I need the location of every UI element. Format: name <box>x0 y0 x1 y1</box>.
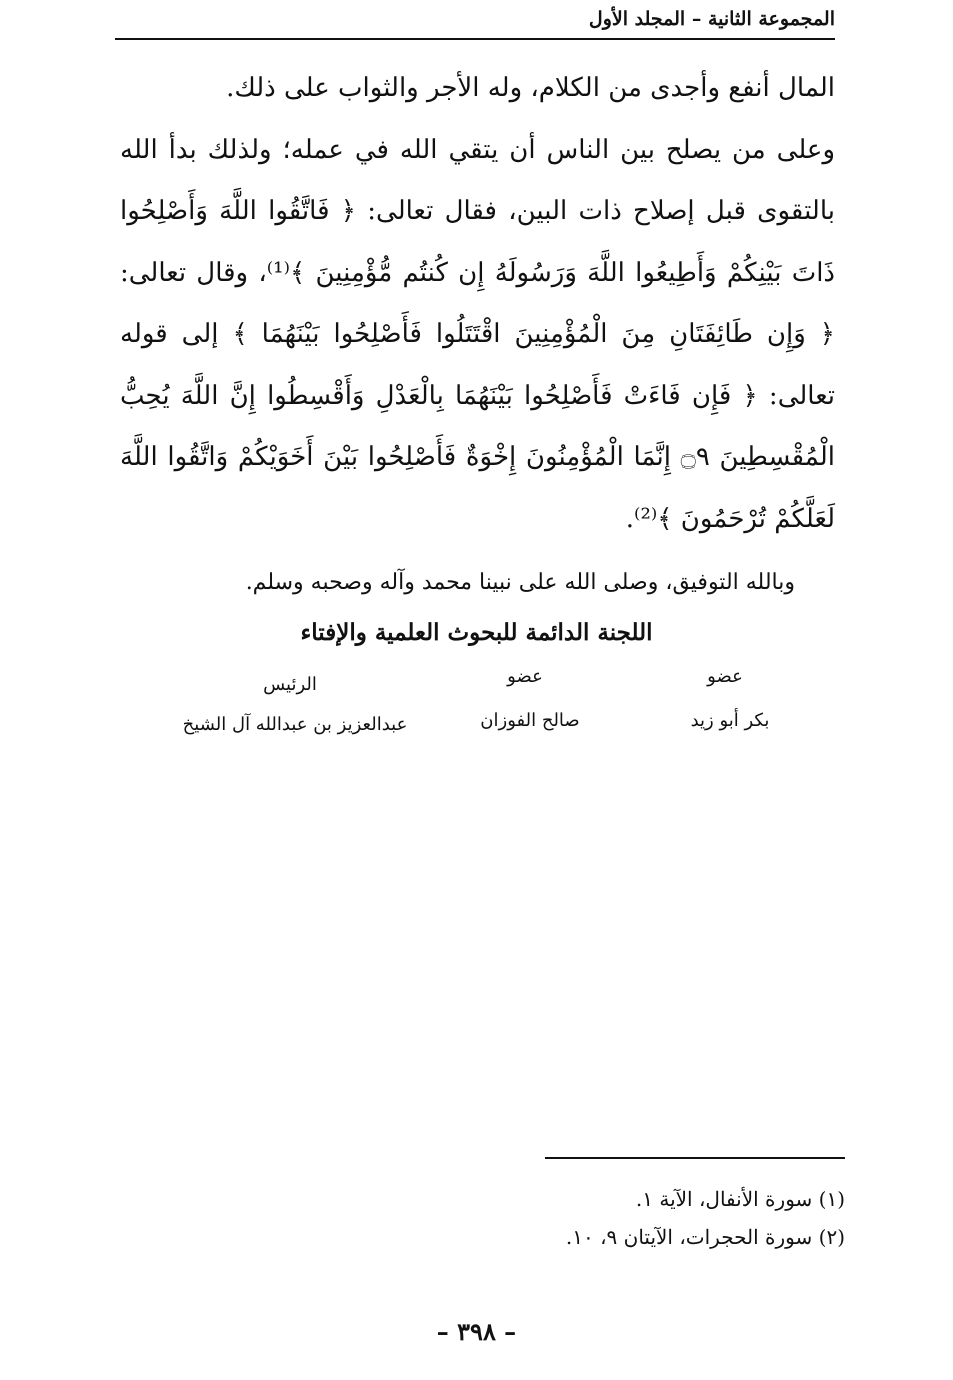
signatory-2-name: صالح الفوزان <box>480 710 580 731</box>
footnote-2: (٢) سورة الحجرات، الآيتان ٩، ١٠. <box>565 1225 845 1249</box>
footnotes <box>566 1180 845 1256</box>
closing-line: وبالله التوفيق، وصلى الله على نبينا محمد وآله وصحبه وسلم. <box>245 570 795 595</box>
committee-title: اللجنة الدائمة للبحوث العلمية والإفتاء <box>300 619 653 646</box>
signatory-3-role: الرئيس <box>263 674 317 695</box>
body-paragraph-1: المال أنفع وأجدى من الكلام، وله الأجر والثواب على ذلك. <box>226 73 835 103</box>
body-text <box>120 58 835 550</box>
running-header: المجموعة الثانية – المجلد الأول <box>588 8 835 30</box>
signatory-1-role: عضو <box>707 666 743 687</box>
signatory-2-role: عضو <box>507 666 543 687</box>
footnote-rule <box>545 1157 845 1159</box>
signatory-3-name: عبدالعزيز بن عبدالله آل الشيخ <box>182 714 408 735</box>
page-number: – ٣٩٨ – <box>436 1317 517 1346</box>
body-paragraph-2: وعلى من يصلح بين الناس أن يتقي الله في عمله؛ ولذلك بدأ الله بالتقوى قبل إصلاح ذات البين، فقال تعالى: ﴿ فَاتَّقُوا اللَّهَ وَأَصْلِحُوا ذَاتَ بَيْنِكُمْ وَأَطِيعُوا اللَّهَ وَرَسُولَهُ إِن كُنتُم مُّؤْمِنِينَ ﴾⁽¹⁾، وقال تعالى: ﴿ وَإِن طَائِفَتَانِ مِنَ الْمُؤْمِنِينَ اقْتَتَلُوا فَأَصْلِحُوا بَيْنَهُمَا ﴾ إلى قوله تعالى: ﴿ فَإِن فَاءَتْ فَأَصْلِحُوا بَيْنَهُمَا بِالْعَدْلِ وَأَقْسِطُوا إِنَّ اللَّهَ يُحِبُّ الْمُقْسِطِينَ ۝٩ إِنَّمَا الْمُؤْمِنُونَ إِخْوَةٌ فَأَصْلِحُوا بَيْنَ أَخَوَيْكُمْ وَاتَّقُوا اللَّهَ لَعَلَّكُمْ تُرْحَمُونَ ﴾⁽²⁾. <box>120 134 835 534</box>
footnote-1: (١) سورة الأنفال، الآية ١. <box>635 1187 845 1211</box>
header-rule <box>115 38 835 40</box>
signatory-1-name: بكر أبو زيد <box>690 710 770 731</box>
